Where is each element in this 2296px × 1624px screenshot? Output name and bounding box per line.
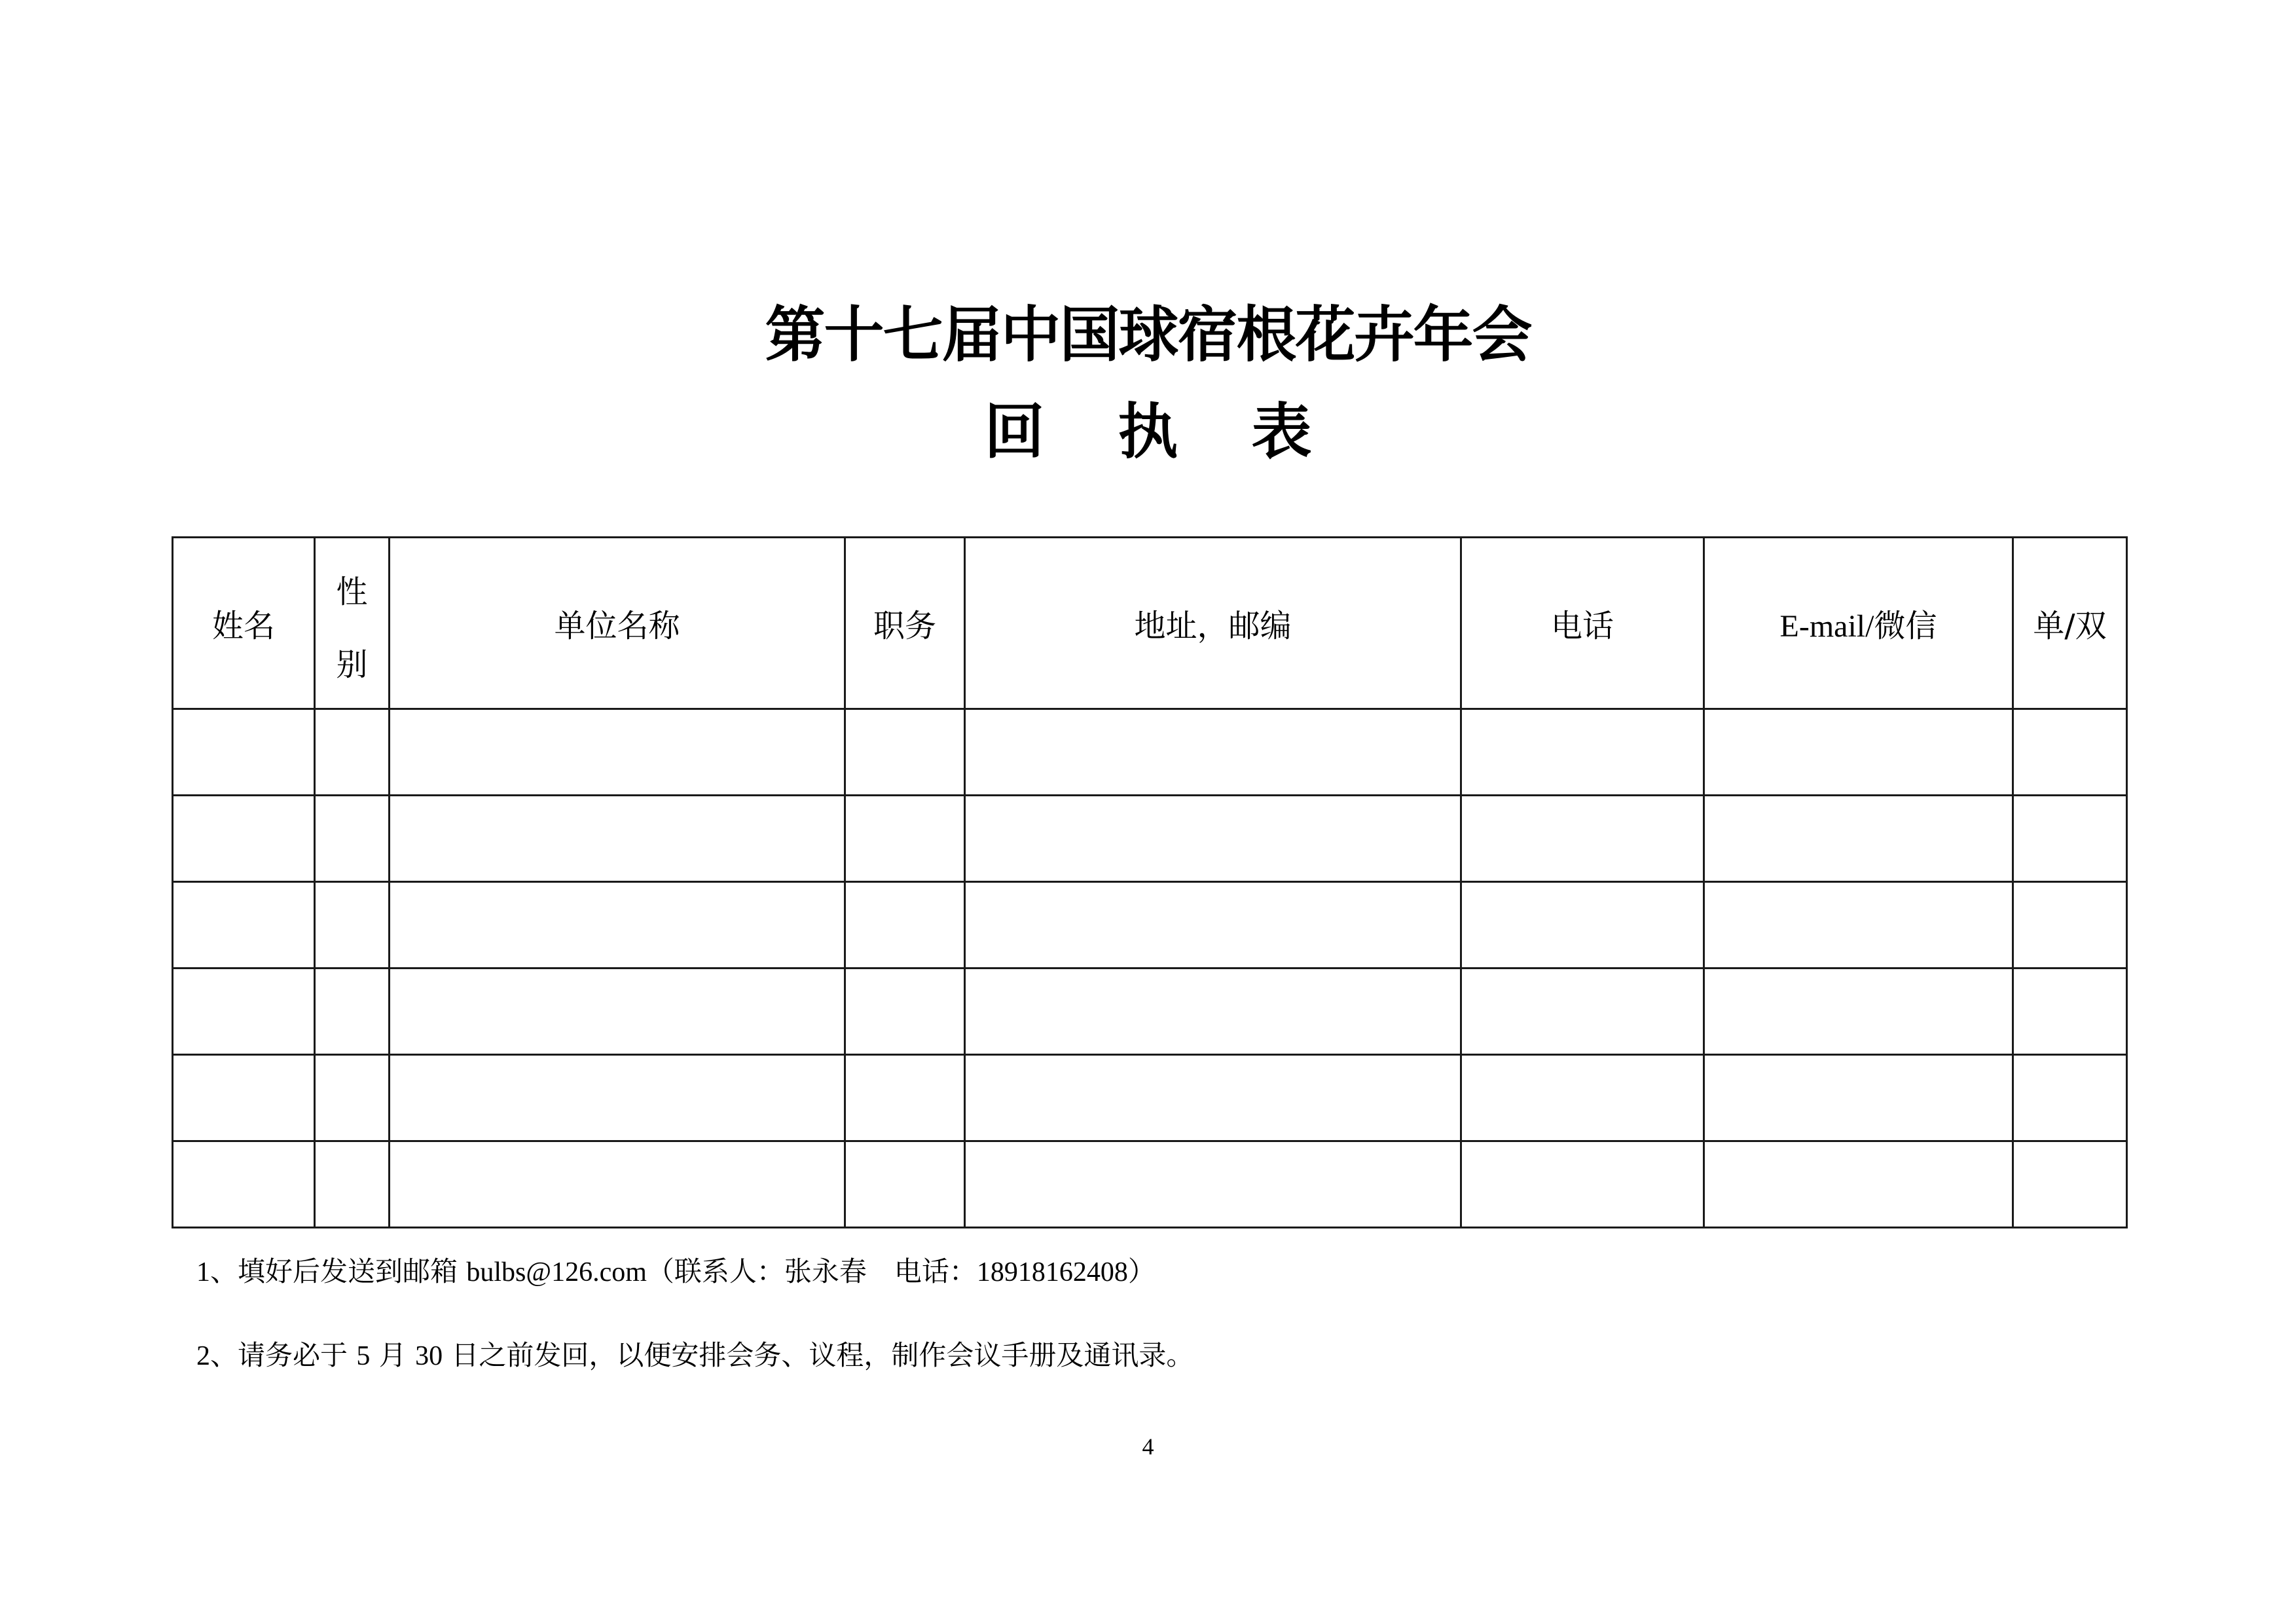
cell-email-wechat[interactable] xyxy=(1704,969,2013,1055)
cell-room-type[interactable] xyxy=(2013,969,2127,1055)
cell-position[interactable] xyxy=(845,709,965,796)
note-2-text-a: 请务必于 xyxy=(238,1339,357,1371)
note-2-text-c: 日之前发回，以便安排会务、议程，制作会议手册及通讯录。 xyxy=(443,1339,1194,1371)
cell-organization[interactable] xyxy=(390,969,845,1055)
cell-phone[interactable] xyxy=(1461,796,1704,882)
header-phone: 电话 xyxy=(1461,538,1704,709)
cell-phone[interactable] xyxy=(1461,1141,1704,1228)
cell-organization[interactable] xyxy=(390,709,845,796)
cell-organization[interactable] xyxy=(390,1141,845,1228)
page-number: 4 xyxy=(1142,1433,1154,1460)
cell-email-wechat[interactable] xyxy=(1704,709,2013,796)
note-submission-email xyxy=(196,1252,1156,1292)
cell-name[interactable] xyxy=(173,969,315,1055)
cell-room-type[interactable] xyxy=(2013,1055,2127,1141)
cell-email-wechat[interactable] xyxy=(1704,1141,2013,1228)
note-2-text-b: 月 xyxy=(370,1339,416,1371)
cell-organization[interactable] xyxy=(390,1055,845,1141)
header-email-cjk: 微信 xyxy=(1874,608,1937,644)
cell-name[interactable] xyxy=(173,1055,315,1141)
cell-address-postcode[interactable] xyxy=(965,969,1461,1055)
cell-gender[interactable] xyxy=(315,882,390,969)
cell-position[interactable] xyxy=(845,796,965,882)
cell-address-postcode[interactable] xyxy=(965,796,1461,882)
cell-phone[interactable] xyxy=(1461,709,1704,796)
header-position: 职务 xyxy=(845,538,965,709)
cell-address-postcode[interactable] xyxy=(965,1055,1461,1141)
note-1-number: 1、 xyxy=(196,1257,238,1287)
document-subtitle: 回 执 表 xyxy=(984,397,1338,467)
header-email-wechat xyxy=(1704,538,2013,709)
note-1-close: ） xyxy=(1127,1255,1156,1287)
cell-position[interactable] xyxy=(845,1055,965,1141)
cell-gender[interactable] xyxy=(315,969,390,1055)
cell-phone[interactable] xyxy=(1461,882,1704,969)
table-row xyxy=(173,1055,2127,1141)
note-1-text: 填好后发送到邮箱 xyxy=(238,1255,467,1287)
header-email-latin: E-mail/ xyxy=(1779,609,1874,644)
contact-email-link[interactable]: bulbs@126.com xyxy=(466,1257,647,1287)
cell-email-wechat[interactable] xyxy=(1704,796,2013,882)
registration-reply-table xyxy=(172,536,2128,1228)
header-name: 姓名 xyxy=(173,538,315,709)
table-row xyxy=(173,882,2127,969)
cell-organization[interactable] xyxy=(390,796,845,882)
contact-phone: 18918162408 xyxy=(976,1257,1128,1287)
note-2-number: 2、 xyxy=(196,1341,238,1371)
cell-organization[interactable] xyxy=(390,882,845,969)
cell-name[interactable] xyxy=(173,1141,315,1228)
deadline-month: 5 xyxy=(356,1341,371,1371)
cell-email-wechat[interactable] xyxy=(1704,1055,2013,1141)
table-row xyxy=(173,709,2127,796)
note-1-contact-prefix: （联系人：张永春 电话： xyxy=(646,1255,977,1287)
cell-gender[interactable] xyxy=(315,1055,390,1141)
header-gender-part1: 性 xyxy=(336,573,368,610)
cell-phone[interactable] xyxy=(1461,1055,1704,1141)
table-row xyxy=(173,796,2127,882)
table-row xyxy=(173,1141,2127,1228)
cell-address-postcode[interactable] xyxy=(965,1141,1461,1228)
cell-position[interactable] xyxy=(845,882,965,969)
cell-room-type[interactable] xyxy=(2013,882,2127,969)
cell-room-type[interactable] xyxy=(2013,709,2127,796)
table-row xyxy=(173,969,2127,1055)
cell-gender[interactable] xyxy=(315,709,390,796)
cell-position[interactable] xyxy=(845,969,965,1055)
header-gender xyxy=(315,538,390,709)
cell-name[interactable] xyxy=(173,709,315,796)
deadline-day: 30 xyxy=(415,1341,443,1371)
note-deadline xyxy=(196,1336,1194,1376)
cell-position[interactable] xyxy=(845,1141,965,1228)
header-room-type: 单/双 xyxy=(2013,538,2127,709)
cell-phone[interactable] xyxy=(1461,969,1704,1055)
cell-address-postcode[interactable] xyxy=(965,882,1461,969)
header-address-postcode: 地址，邮编 xyxy=(965,538,1461,709)
cell-room-type[interactable] xyxy=(2013,796,2127,882)
cell-room-type[interactable] xyxy=(2013,1141,2127,1228)
header-organization: 单位名称 xyxy=(390,538,845,709)
cell-name[interactable] xyxy=(173,796,315,882)
table-header-row xyxy=(173,538,2127,709)
cell-address-postcode[interactable] xyxy=(965,709,1461,796)
header-gender-part2: 别 xyxy=(336,646,368,683)
cell-gender[interactable] xyxy=(315,1141,390,1228)
cell-gender[interactable] xyxy=(315,796,390,882)
document-title: 第十七届中国球宿根花卉年会 xyxy=(765,300,1531,370)
cell-email-wechat[interactable] xyxy=(1704,882,2013,969)
cell-name[interactable] xyxy=(173,882,315,969)
